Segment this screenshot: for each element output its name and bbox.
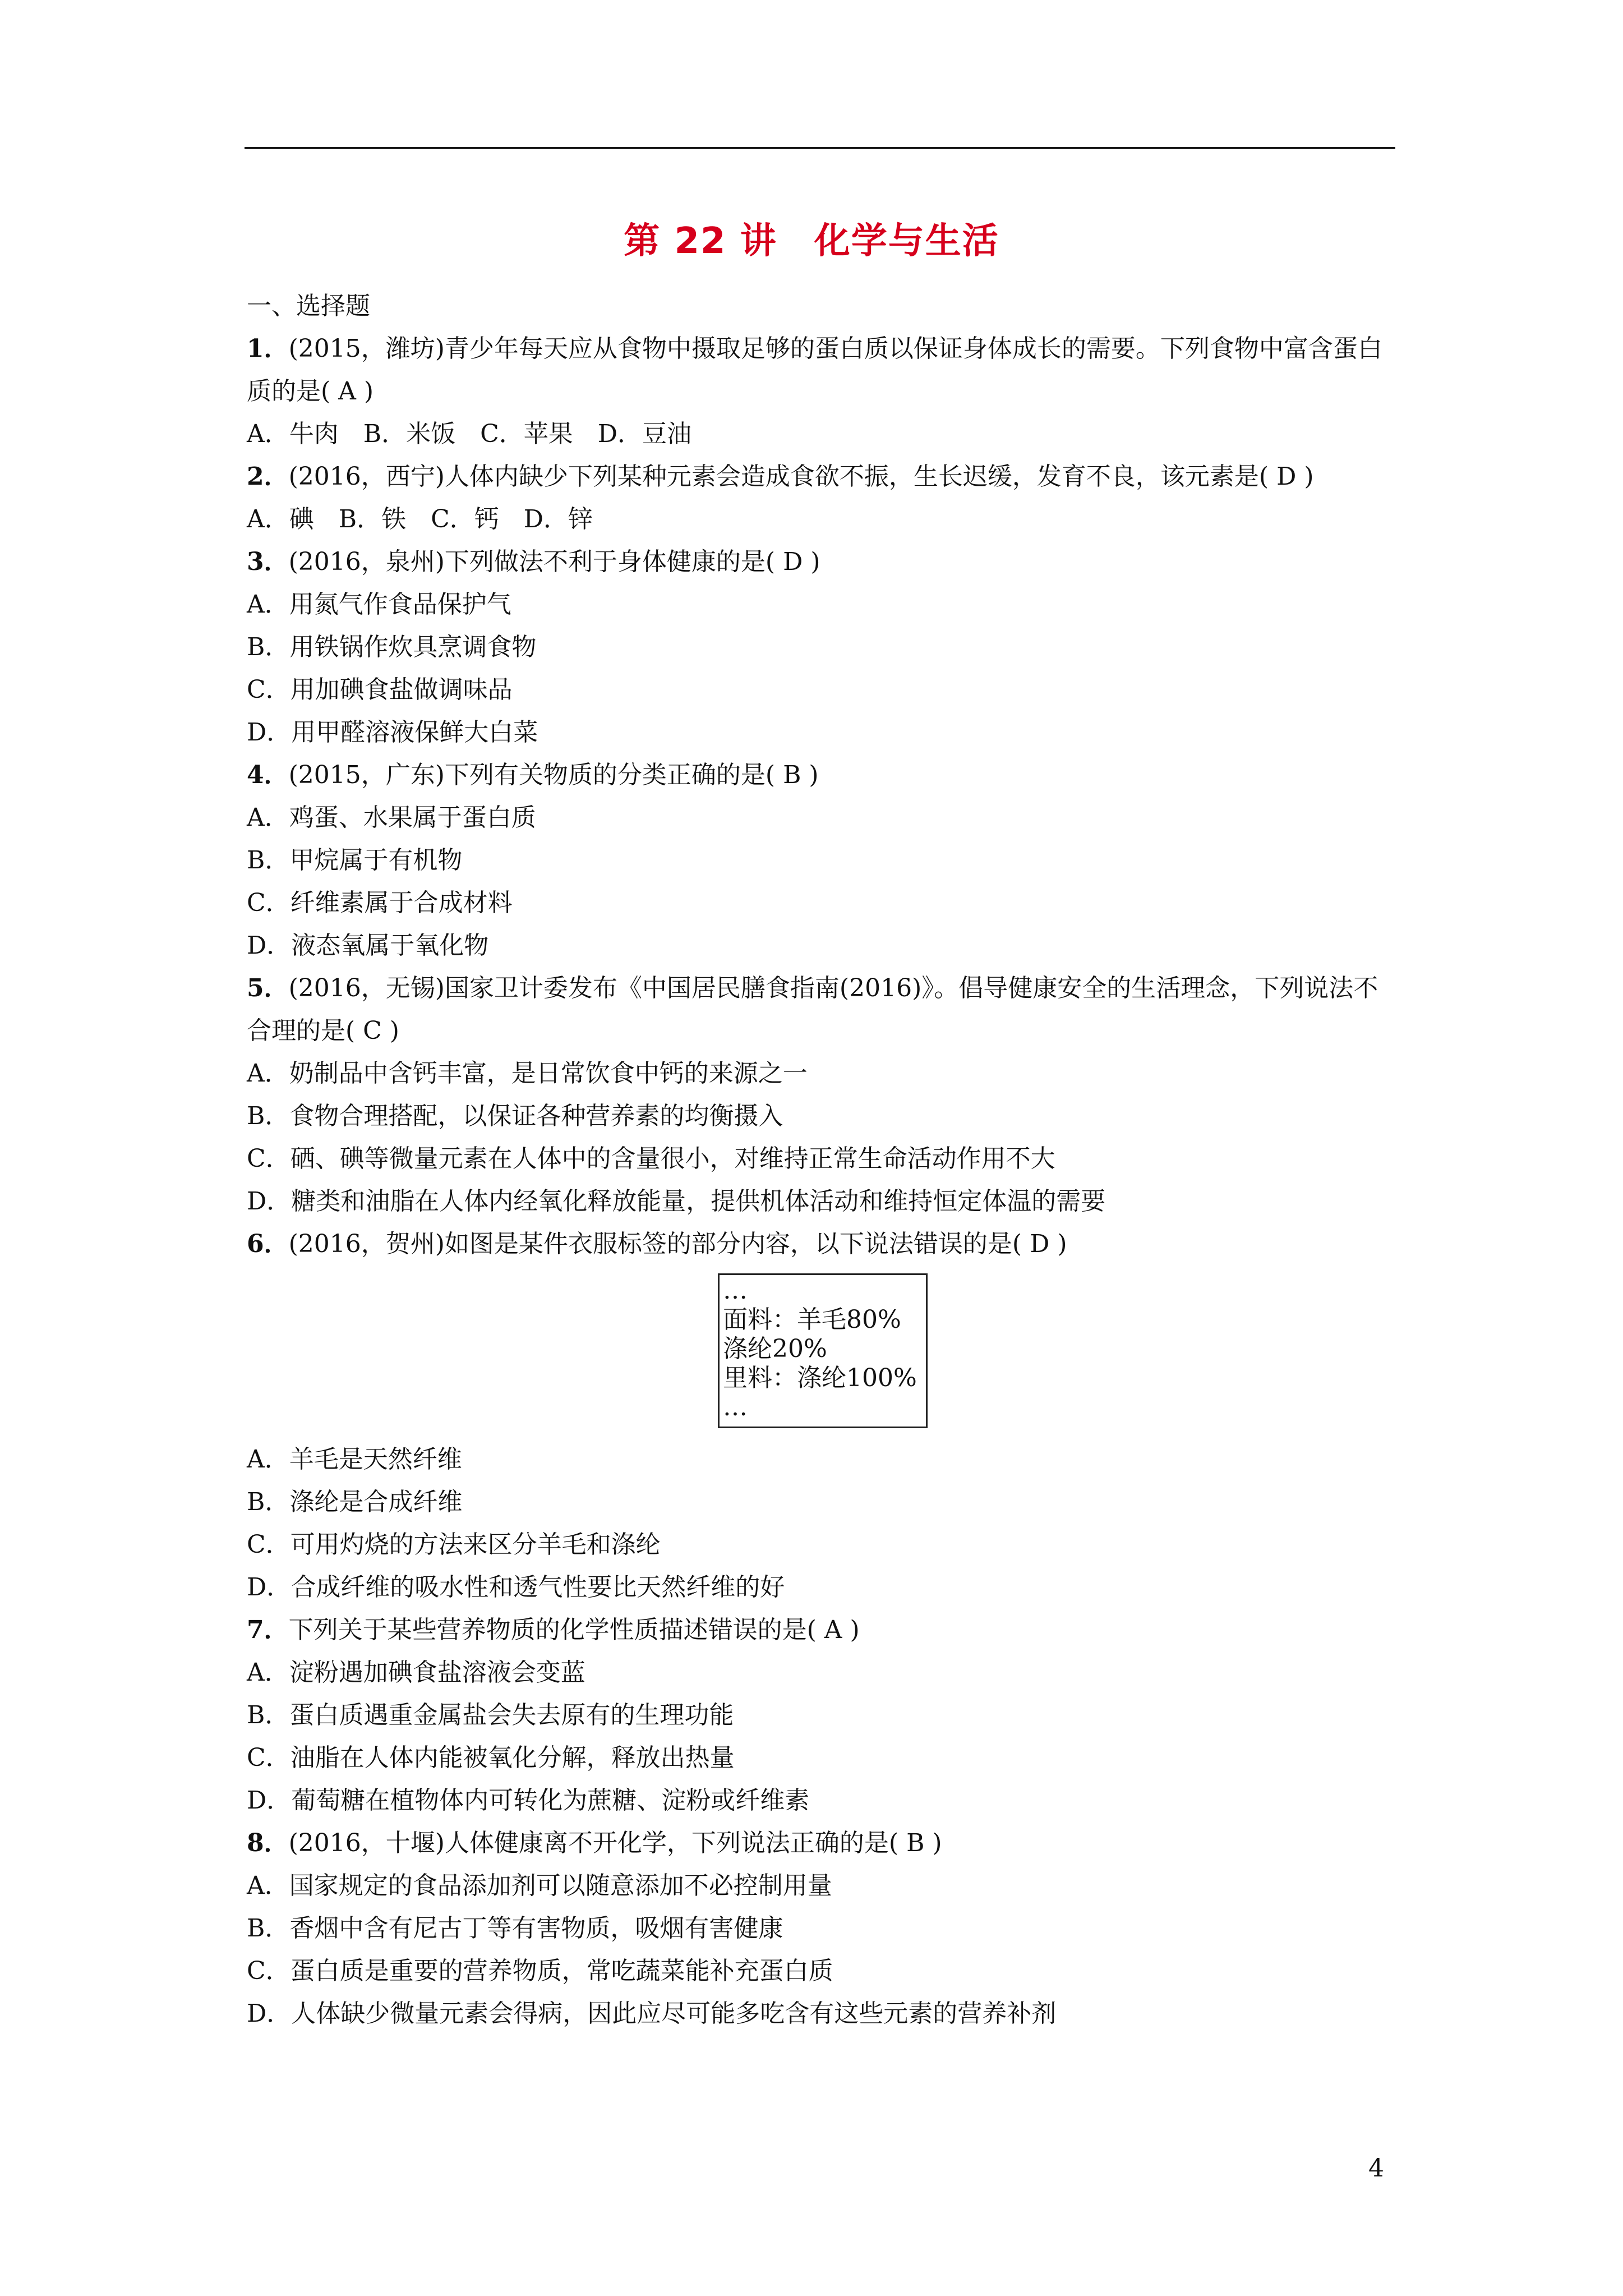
clothing-label-figure — [718, 1273, 928, 1428]
question-1-options: A．牛肉 B．米饭 C．苹果 D．豆油 — [247, 420, 692, 448]
option: A．鸡蛋、水果属于蛋白质 — [247, 803, 536, 832]
option: A．用氮气作食品保护气 — [247, 590, 511, 619]
question-number: 8． — [247, 1829, 289, 1857]
label-line: 面料：羊毛80% — [723, 1305, 901, 1334]
question-6-stem — [247, 1223, 1398, 1266]
option: D．糖类和油脂在人体内经氧化释放能量，提供机体活动和维持恒定体温的需要 — [247, 1187, 1106, 1216]
question-text: (2016，西宁)人体内缺少下列某种元素会造成食欲不振，生长迟缓，发育不良，该元素是( D ) — [288, 462, 1314, 491]
question-8-stem — [247, 1822, 1398, 1865]
question-text: (2016，无锡)国家卫计委发布《中国居民膳食指南(2016)》。倡导健康安全的生活理念，下列说法不合理的是( C ) — [247, 974, 1378, 1045]
label-line: … — [723, 1276, 748, 1305]
page-number: 4 — [1368, 2154, 1384, 2183]
question-number: 3． — [247, 547, 289, 576]
option: D．合成纤维的吸水性和透气性要比天然纤维的好 — [247, 1573, 785, 1602]
option: C．蛋白质是重要的营养物质，常吃蔬菜能补充蛋白质 — [247, 1957, 833, 1985]
question-4-stem — [247, 754, 1398, 797]
label-line: 涤纶20% — [723, 1335, 827, 1363]
option: C．油脂在人体内能被氧化分解，释放出热量 — [247, 1743, 735, 1772]
question-1-stem — [247, 328, 1398, 413]
option: C．可用灼烧的方法来区分羊毛和涤纶 — [247, 1530, 661, 1559]
question-text: (2015，潍坊)青少年每天应从食物中摄取足够的蛋白质以保证身体成长的需要。下列食物中富含蛋白质的是( A ) — [247, 334, 1382, 406]
option: C．用加碘食盐做调味品 — [247, 675, 513, 704]
header-rule — [245, 147, 1395, 149]
option: D．液态氧属于氧化物 — [247, 931, 489, 960]
question-number: 6． — [247, 1230, 289, 1258]
question-2-options: A．碘 B．铁 C．钙 D．锌 — [247, 505, 593, 533]
option: A．淀粉遇加碘食盐溶液会变蓝 — [247, 1658, 585, 1687]
option: C．纤维素属于合成材料 — [247, 889, 513, 917]
option: D．用甲醛溶液保鲜大白菜 — [247, 718, 538, 747]
question-number: 1． — [247, 334, 289, 363]
section-heading: 一、选择题 — [247, 292, 370, 320]
label-line: 里料：涤纶100% — [723, 1364, 917, 1392]
option: A．国家规定的食品添加剂可以随意添加不必控制用量 — [247, 1871, 832, 1900]
option: B．涤纶是合成纤维 — [247, 1488, 463, 1516]
option: B．用铁锅作炊具烹调食物 — [247, 633, 537, 661]
question-number: 2． — [247, 462, 289, 491]
question-text: (2015，广东)下列有关物质的分类正确的是( B ) — [288, 761, 819, 789]
question-text: (2016，十堰)人体健康离不开化学，下列说法正确的是( B ) — [288, 1829, 942, 1857]
option: C．硒、碘等微量元素在人体中的含量很小，对维持正常生命活动作用不大 — [247, 1144, 1055, 1173]
option: B．甲烷属于有机物 — [247, 846, 463, 875]
page-title: 第 22 讲 化学与生活 — [624, 220, 999, 262]
question-text: (2016，贺州)如图是某件衣服标签的部分内容，以下说法错误的是( D ) — [288, 1230, 1067, 1258]
option: B．香烟中含有尼古丁等有害物质，吸烟有害健康 — [247, 1914, 783, 1943]
option: A．羊毛是天然纤维 — [247, 1445, 462, 1474]
question-number: 7． — [247, 1616, 289, 1644]
question-number: 5． — [247, 974, 289, 1002]
question-list — [247, 285, 1398, 2035]
question-3-stem — [247, 541, 1398, 583]
question-number: 4． — [247, 761, 289, 789]
option: D．葡萄糖在植物体内可转化为蔗糖、淀粉或纤维素 — [247, 1786, 810, 1815]
question-7-stem — [247, 1609, 1398, 1651]
question-5-stem — [247, 967, 1398, 1052]
option: B．食物合理搭配，以保证各种营养素的均衡摄入 — [247, 1102, 783, 1130]
option: D．人体缺少微量元素会得病，因此应尽可能多吃含有这些元素的营养补剂 — [247, 1999, 1057, 2028]
question-2-stem — [247, 455, 1398, 498]
question-text: (2016，泉州)下列做法不利于身体健康的是( D ) — [288, 547, 820, 576]
option: B．蛋白质遇重金属盐会失去原有的生理功能 — [247, 1701, 734, 1729]
label-line: … — [723, 1393, 748, 1421]
question-text: 下列关于某些营养物质的化学性质描述错误的是( A ) — [288, 1616, 860, 1644]
option: A．奶制品中含钙丰富，是日常饮食中钙的来源之一 — [247, 1059, 808, 1088]
